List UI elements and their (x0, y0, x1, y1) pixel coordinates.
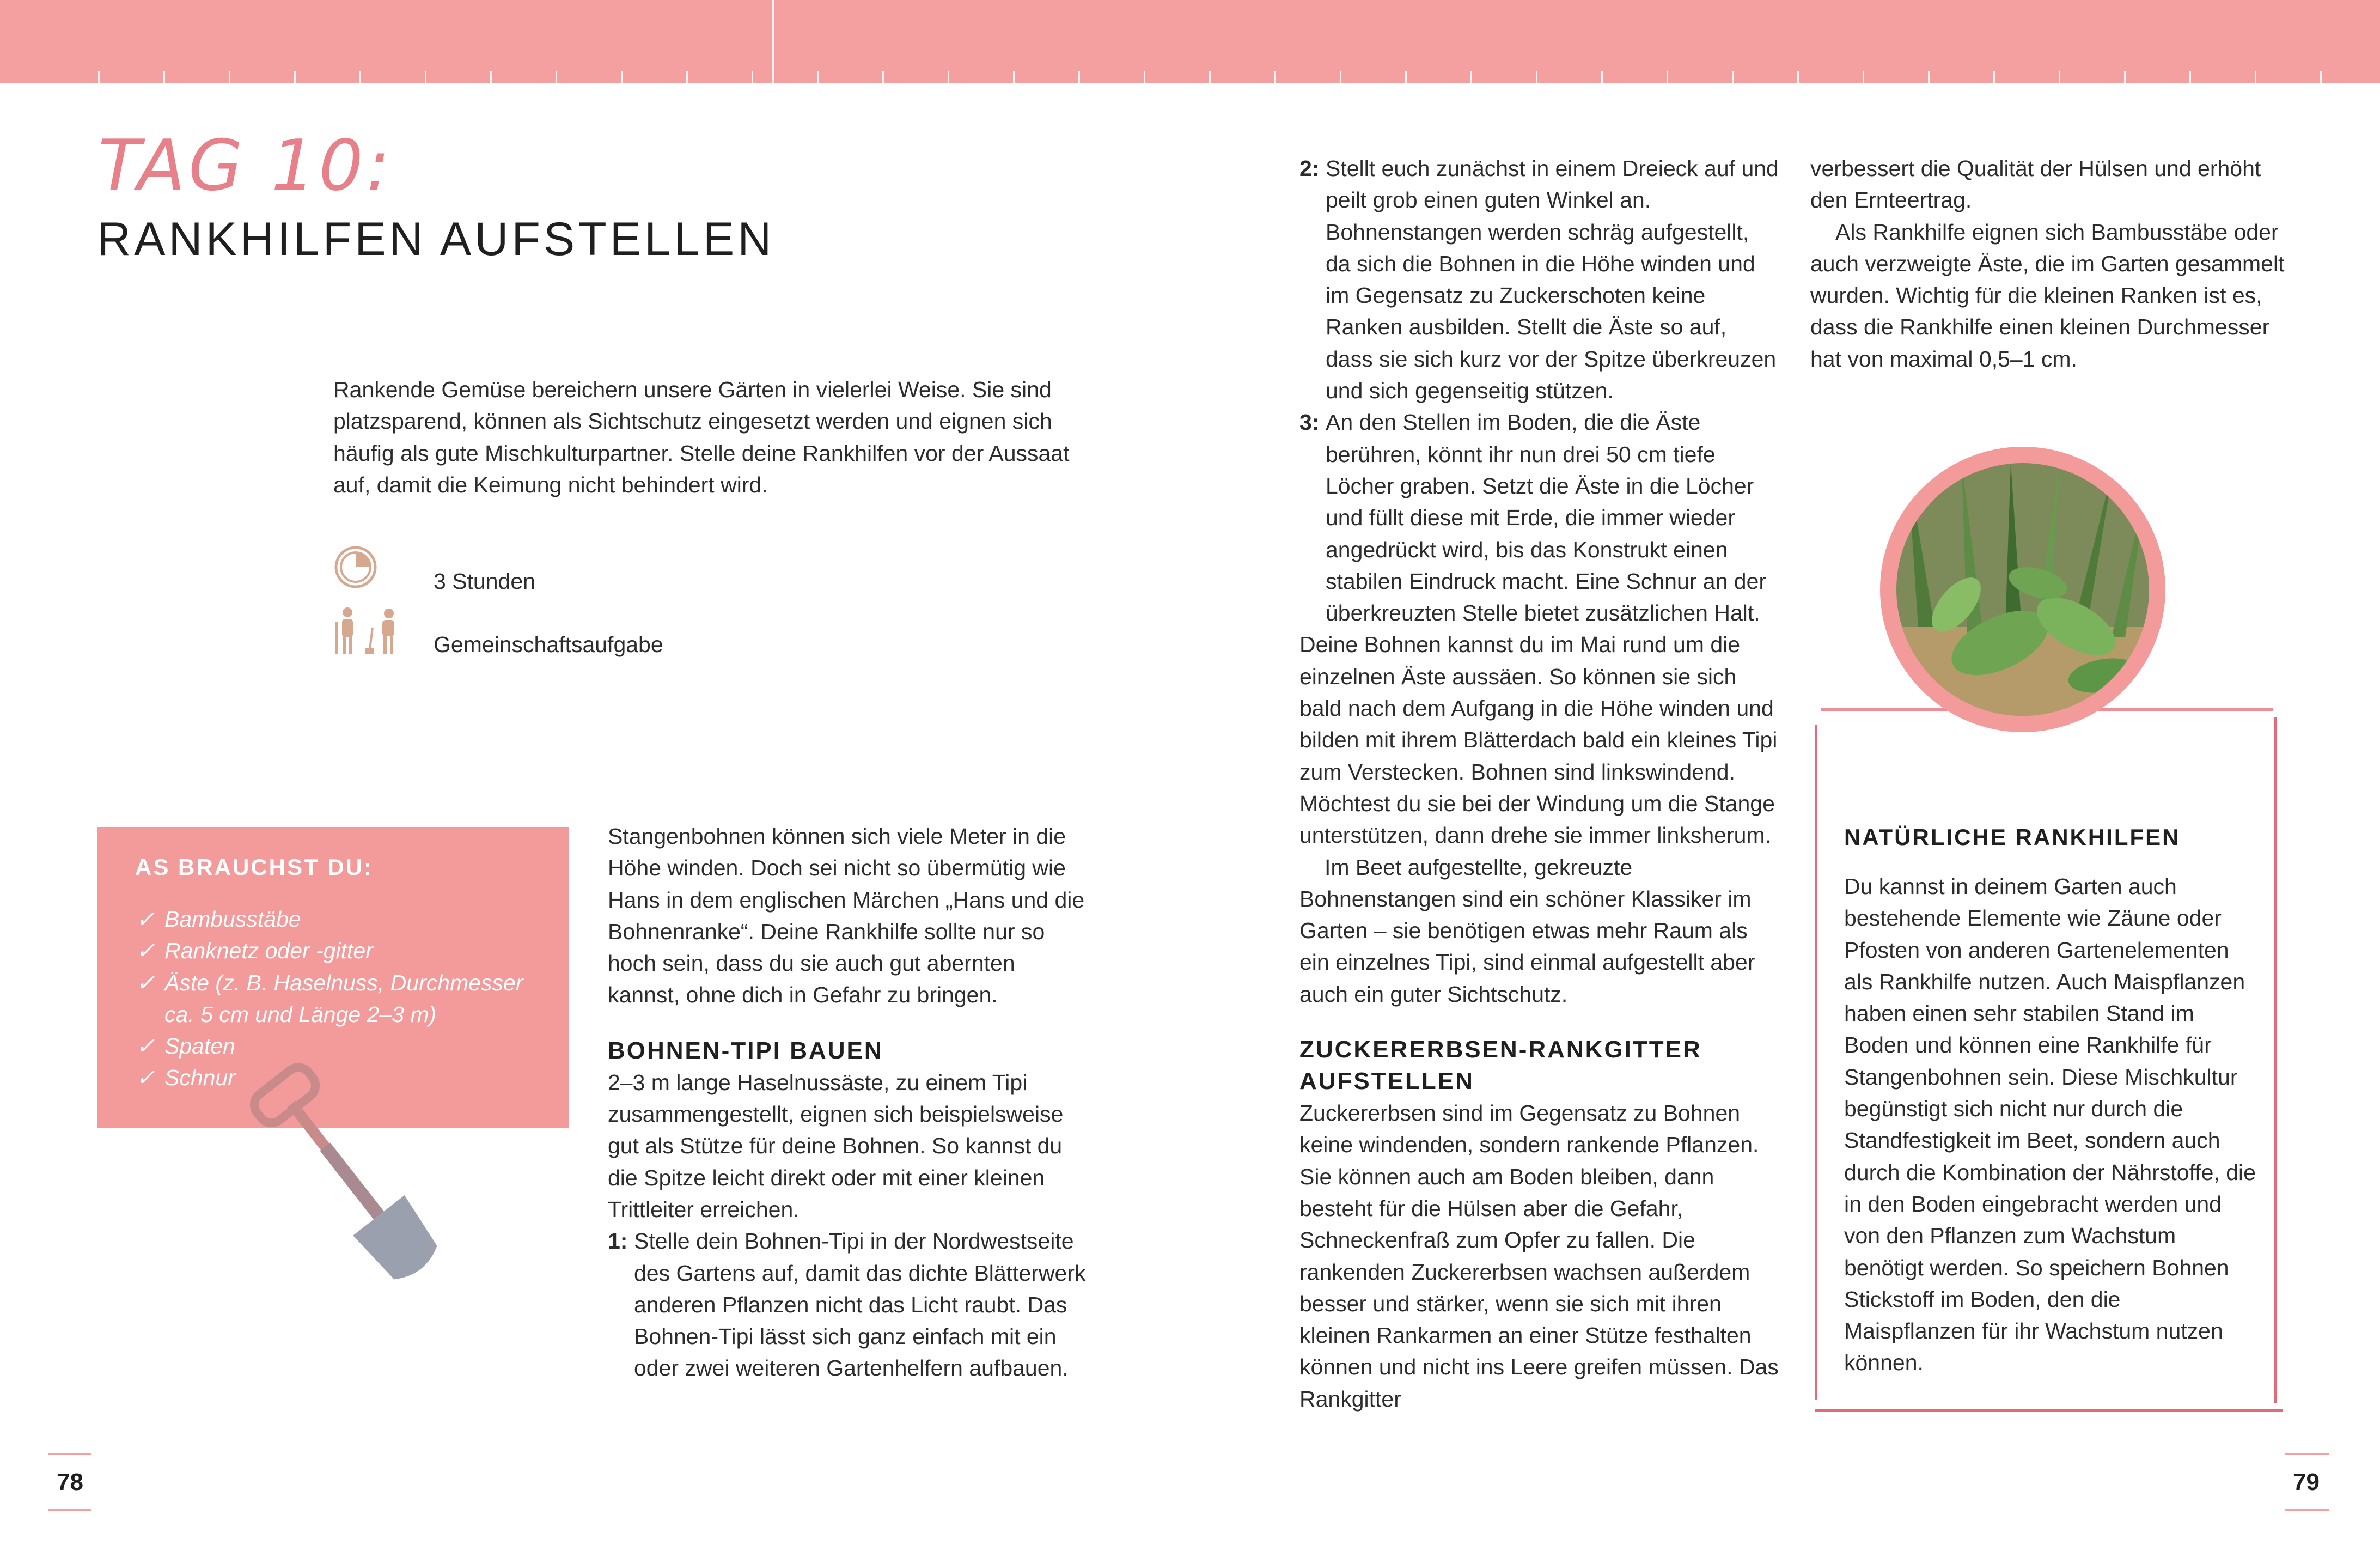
box-title: NATÜRLICHE RANKHILFEN (1844, 824, 2181, 850)
plant-photo (1880, 447, 2165, 732)
column-2: Stangenbohnen können sich viele Meter in die Höhe winden. Doch sei nicht so übermütig wie Hans in dem englischen Märchen „Hans und die Bohnenranke“. Deine Rankhilfe sollte nur so hoch sein, dass du sie auch gut abernten kannst, ohne dich in Gefahr zu bringen. BOHNEN-TIPI BAUEN 2–3 m lange Haselnussäste, zu einem Tipi zusammengestellt, eignen sich beispielsweise gut als Stütze für deine Bohnen. So kannst du die Spitze leicht direkt oder mit einer kleinen Trittleiter erreichen. 1: Stelle dein Bohnen-Tipi in der Nordwestseite des Gartens auf, damit das dichte Blätterwerk anderen Pflanzen nicht das Licht raubt. Das Bohnen-Tipi lässt sich ganz einfach mit ein oder zwei weiteren Gartenhelfern aufbauen. (608, 820, 1087, 1384)
box-content (1844, 822, 2258, 1379)
box-text: Du kannst in deinem Garten auch bestehende Elemente wie Zäune oder Pfosten von anderen Gartenelementen als Rankhilfe nutzen. Auch Maispflanzen haben einen sehr stabilen Stand im Boden und können eine Rankhilfe für Stangenbohnen sein. Diese Mischkultur begünstigt sich nicht nur durch die Standfestigkeit im Beet, sondern auch durch die Kombination der Nährstoffe, die in den Boden eingebracht werden und von den Pflanzen zum Wachstum benötigt werden. So speichern Bohnen Stickstoff im Boden, den die Maispflanzen für ihr Wachstum nutzen können. (1844, 874, 2256, 1376)
section-heading-tipi: BOHNEN-TIPI BAUEN (608, 1037, 883, 1064)
section-heading-erbsen: ZUCKERERBSEN-RANKGITTER AUFSTELLEN (1299, 1036, 1702, 1095)
header-band (0, 0, 2380, 83)
list-item: ✓ Bambusstäbe (136, 903, 523, 935)
list-item: ✓ Schnur (136, 1062, 523, 1093)
frame-left (1815, 725, 1817, 1400)
step-2: 2: Stellt euch zunächst in einem Dreieck auf und peilt grob einen guten Winkel an. Bohnenstangen werden schräg aufgestellt, da sich die Bohnen in die Höhe winden und im Gegensatz zu Zuckerschoten keine Ranken ausbilden. Stellt die Äste so auf, dass sie sich kurz vor der Spitze überkreuzen und sich gegenseitig stützen. (1299, 156, 1779, 404)
people-icon (331, 606, 407, 659)
step-3: 3: An den Stellen im Boden, die die Äste berühren, könnt ihr nun drei 50 cm tiefe Löcher graben. Setzt die Äste in die Löcher und füllt diese mit Erde, die immer wieder angedrückt wird, bis das Konstrukt einen stabilen Eindruck macht. Eine Schnur an der überkreuzten Stelle bietet zusätzlichen Halt. (1299, 410, 1767, 626)
check-icon: ✓ (136, 907, 155, 932)
check-icon: ✓ (136, 970, 155, 995)
page-number-right: 79 (2293, 1469, 2320, 1495)
page-rule-left-top (48, 1453, 91, 1455)
check-icon: ✓ (136, 938, 155, 964)
header-divider (772, 0, 774, 83)
intro-paragraph: Rankende Gemüse bereichern unsere Gärten in vielerlei Weise. Sie sind platzsparend, können als Sichtschutz eingesetzt werden und eignen sich häufig als gute Mischkulturpartner. Stelle deine Rankhilfen vor der Aussaat auf, damit die Keimung nicht behindert wird. (333, 377, 1070, 497)
list-item: ✓ Äste (z. B. Haselnuss, Durchmesser (136, 967, 523, 999)
page-title: RANKHILFEN AUFSTELLEN (97, 213, 775, 265)
check-icon: ✓ (136, 1033, 155, 1059)
materials-title: AS BRAUCHST DU: (135, 854, 373, 880)
team-label: Gemeinschaftsaufgabe (434, 632, 663, 657)
check-icon: ✓ (136, 1065, 155, 1091)
clock-icon (333, 545, 378, 592)
list-item: ✓ Spaten (136, 1030, 523, 1062)
list-item: ca. 5 cm und Länge 2–3 m) (164, 1001, 437, 1027)
column-4: verbessert die Qualität der Hülsen und erhöht den Ernteertrag. Als Rankhilfe eignen sich Bambusstäbe oder auch verzweigte Äste, die im Garten gesammelt wurden. Wichtig für die kleinen Ranken ist es, dass die Rankhilfe einen kleinen Durchmesser hat von maximal 0,5–1 cm. (1810, 156, 2285, 372)
list-item: ✓ Ranknetz oder -gitter (136, 935, 523, 966)
day-tag: TAG 10: (98, 125, 393, 206)
time-label: 3 Stunden (434, 569, 535, 594)
spade-illustration (180, 1046, 517, 1310)
page-number-left: 78 (57, 1469, 83, 1495)
page-rule-left-bottom (48, 1509, 91, 1511)
column-3: 2: Stellt euch zunächst in einem Dreieck auf und peilt grob einen guten Winkel an. Bohnenstangen werden schräg aufgestellt, da sich die Bohnen in die Höhe winden und im Gegensatz zu Zuckerschoten keine Ranken ausbilden. Stellt die Äste so auf, dass sie sich kurz vor der Spitze überkreuzen und sich gegenseitig stützen. 3: An den Stellen im Boden, die die Äste berühren, könnt ihr nun drei 50 cm tiefe Löcher graben. Setzt die Äste in die Löcher und füllt diese mit Erde, die immer wieder angedrückt wird, bis das Konstrukt einen stabilen Eindruck macht. Eine Schnur an der überkreuzten Stelle bietet zusätzlichen Halt. Deine Bohnen kannst du im Mai rund um die einzelnen Äste aussäen. So können sie sich bald nach dem Aufgang in die Höhe winden und bilden mit ihrem Blätterdach bald ein kleines Tipi zum Verstecken. Bohnen sind linkswindend. Möchtest du sie bei der Windung um die Stange unterstützen, dann drehe sie immer linksherum. Im Beet aufgestellte, gekreuzte Bohnenstangen sind ein schöner Klassiker im Garten – sie benötigen etwas mehr Raum als ein einzelnes Tipi, sind einmal aufgestellt aber auch ein guter Sichtschutz. ZUCKERERBSEN-RANKGITTER AUFSTELLEN Zuckererbsen sind im Gegensatz zu Bohnen keine windenden, sondern rankende Pflanzen. Sie können auch am Boden bleiben, dann besteht für die Hülsen aber die Gefahr, Schneckenfraß zum Opfer zu fallen. Die rankenden Zuckererbsen wachsen außerdem besser und stärker, wenn sie sich mit ihren kleinen Rankarmen an einer Stütze festhalten können und nicht ins Leere greifen müssen. Das Rankgitter (1299, 153, 1779, 1415)
frame-right (2274, 717, 2277, 1403)
page-rule-right-bottom (2285, 1509, 2329, 1511)
step-1: 1: Stelle dein Bohnen-Tipi in der Nordwestseite des Gartens auf, damit das dichte Blätterwerk anderen Pflanzen nicht das Licht raubt. Das Bohnen-Tipi lässt sich ganz einfach mit ein oder zwei weiteren Gartenhelfern aufbauen. (608, 1228, 1086, 1381)
frame-bottom (1815, 1409, 2283, 1412)
page-rule-right-top (2285, 1453, 2329, 1455)
